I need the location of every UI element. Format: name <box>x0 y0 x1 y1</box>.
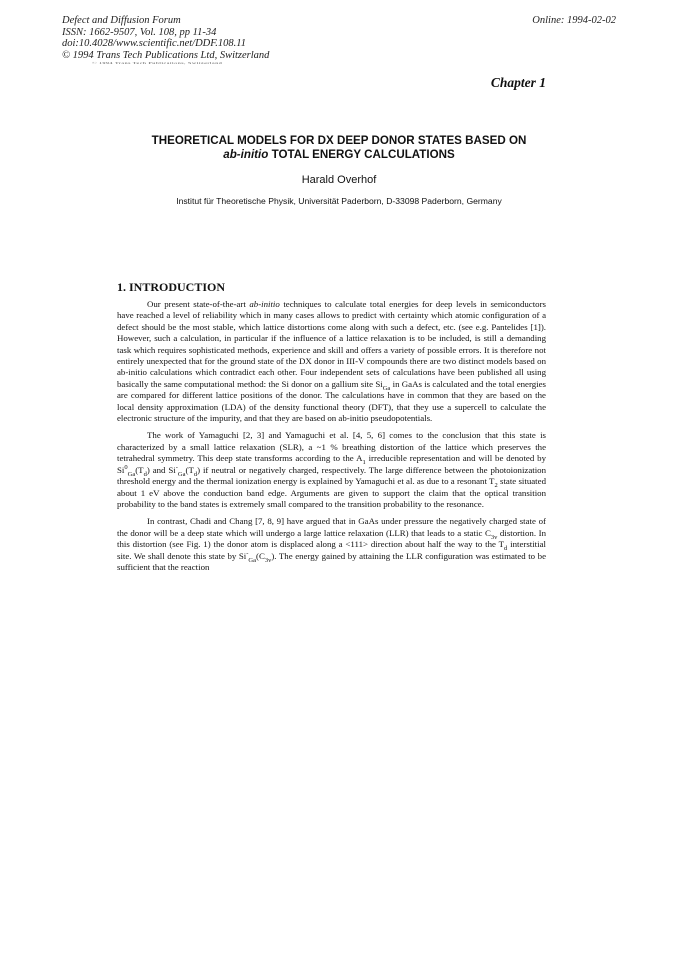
paper-title <box>0 134 678 162</box>
paragraph-2: The work of Yamaguchi [2, 3] and Yamaguchi et al. [4, 5, 6] comes to the conclusion that this state is characterized by a small lattice relaxation (SLR), a ~1 % breathing distortion of the lattice which preserves the tetrahedral symmetry. This deep state transforms according to the $A_1$ irreducible representation and will be denoted by $Si^0_{Ga}(T_d)$ and $Si^-_{Ga}(T_d)$ if neutral or negatively charged, respectively. The large difference between the photoionization threshold energy and the thermal ionization energy is explained by Yamaguchi et al. as due to a resonant $T_2$ state situated about 1 eV above the conduction band edge. Arguments are given to support the claim that the optical transition probability to the band states is extremely small compared to the transition probability to the resonance. <box>117 430 547 509</box>
section-body <box>117 299 546 579</box>
chapter-label: Chapter 1 <box>490 75 546 90</box>
title-line-1: THEORETICAL MODELS FOR DX DEEP DONOR STATES BASED ON <box>151 134 527 147</box>
journal-copyright: © 1994 Trans Tech Publications Ltd, Switzerland <box>62 49 270 61</box>
title-line-2 <box>0 148 678 162</box>
journal-meta <box>62 15 269 61</box>
author-name: Harald Overhof <box>301 174 377 186</box>
online-date: Online: 1994-02-02 <box>532 15 616 26</box>
clipped-copyright-line: © 1994 Trans Tech Publications, Switzerland <box>92 62 223 66</box>
journal-name: Defect and Diffusion Forum <box>62 15 181 26</box>
paragraph-3: In contrast, Chadi and Chang [7, 8, 9] have argued that in GaAs under pressure the negatively charged state of the donor will be a deep state which will undergo a large lattice relaxation (LLR) that leads to a static $C_{3v}$ distortion. In this distortion (see Fig. 1) the donor atom is displaced along a <111> direction about half the way to the $T_d$ interstitial site. We shall denote this state by $Si^-_{Ga}(C_{3v})$. The energy gained by attaining the LLR configuration was estimated to be sufficient that the reaction <box>117 516 547 572</box>
paragraph-1: Our present state-of-the-art ab-initio techniques to calculate total energies for deep levels in semiconductors have reached a level of reliability which in many cases allows to predict with certainty which atomic configuration of a defect should be the most stable, which lattice distortions come along with such a defect, etc. (see e.g. Pantelides [1]). However, such a calculation, in particular if the influence of a lattice relaxation is to be included, is still a demanding task which requires sophisticated methods, experience and skill and offers a variety of possible errors. It is therefore not entirely unexpected that for the ground state of the DX donor in III-V compounds there are two distinct models based on ab-initio calculations which contradict each other. Four independent sets of calculations have been published all using basically the same computational method: the Si donor on a gallium site $Si_{Ga}$ in GaAs is calculated and the total energies are compared for different lattice positions of the donor. The calculations have in common that they are based on the local density approximation (LDA) of the density functional theory (DFT), that they use a supercell to calculate the electronic structure of the impurity, and that they are based on ab-initio pseudopotentials. <box>117 299 547 424</box>
journal-issn: ISSN: 1662-9507, Vol. 108, pp 11-34 <box>62 26 217 38</box>
title-line-2-rest: TOTAL ENERGY CALCULATIONS <box>268 148 455 161</box>
journal-doi: doi:10.4028/www.scientific.net/DDF.108.11 <box>62 38 247 49</box>
title-italic-term: ab-initio <box>223 148 269 161</box>
section-heading: 1. INTRODUCTION <box>117 280 226 294</box>
author-affiliation: Institut für Theoretische Physik, Universität Paderborn, D-33098 Paderborn, Germany <box>176 196 502 206</box>
